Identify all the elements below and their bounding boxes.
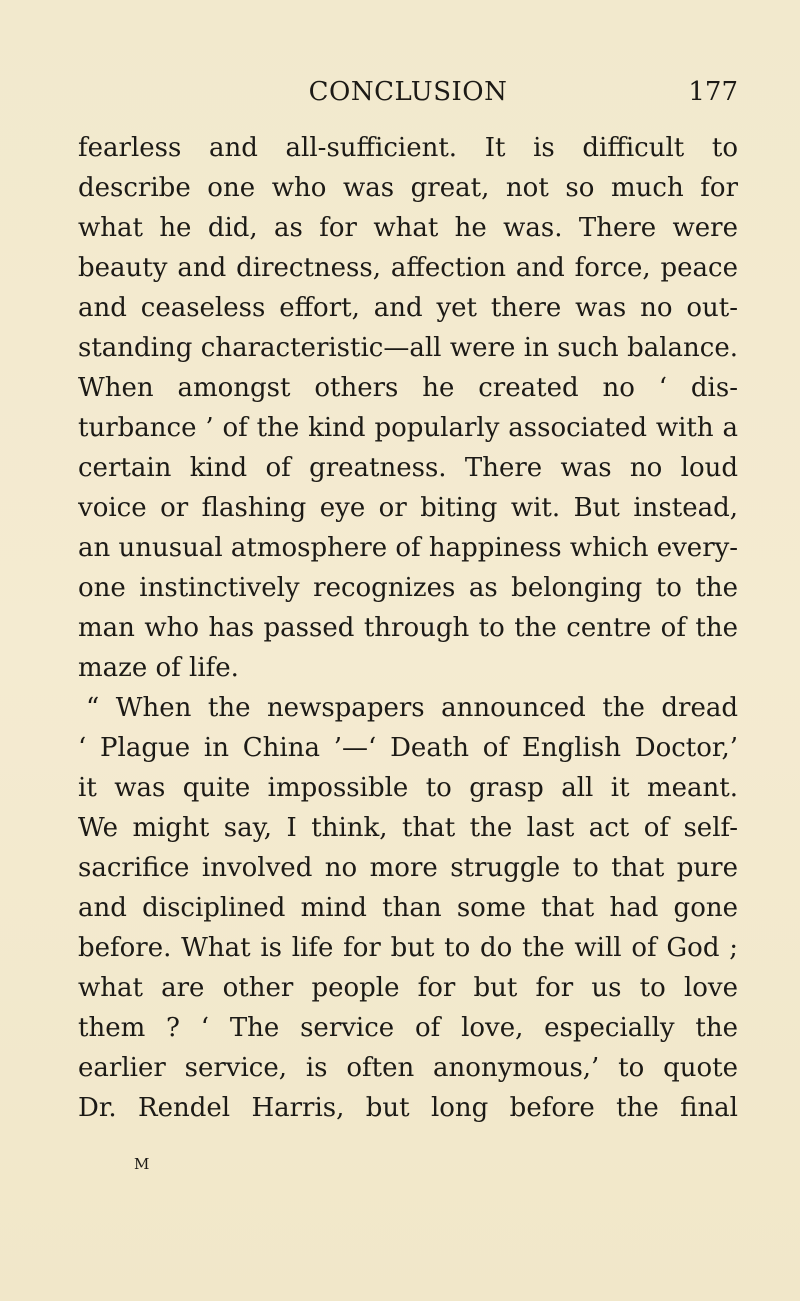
text-line: sacrifice involved no more struggle to that pure [78, 853, 738, 883]
text-line: earlier service, is often anonymous,’ to quote [78, 1053, 738, 1083]
text-line: We might say, I think, that the last act of self- [78, 813, 738, 843]
text-line: fearless and all-sufficient. It is difficult to [78, 133, 738, 163]
page-number: 177 [688, 77, 738, 107]
running-head: CONCLUSION [308, 77, 508, 107]
text-line: and ceaseless effort, and yet there was no out- [78, 293, 738, 323]
text-line: before. What is life for but to do the will of God ; [78, 933, 738, 963]
body-text [78, 128, 738, 1128]
text-line: When amongst others he created no ‘ dis- [78, 373, 738, 403]
text-line: describe one who was great, not so much for [78, 173, 738, 203]
text-line: what are other people for but for us to love [78, 973, 738, 1003]
text-line: Dr. Rendel Harris, but long before the final [78, 1093, 738, 1123]
text-line: what he did, as for what he was. There were [78, 213, 738, 243]
text-line: certain kind of greatness. There was no loud [78, 453, 738, 483]
text-line: “ When the newspapers announced the dread [86, 693, 738, 723]
text-line: an unusual atmosphere of happiness which every- [78, 533, 738, 563]
page-header [78, 72, 738, 112]
signature-mark: M [134, 1155, 151, 1173]
text-line: man who has passed through to the centre of the [78, 613, 738, 643]
text-line: it was quite impossible to grasp all it meant. [78, 773, 738, 803]
text-line: maze of life. [78, 653, 239, 683]
text-line: voice or flashing eye or biting wit. But instead, [78, 493, 738, 523]
text-line: standing characteristic—all were in such balance. [78, 333, 738, 363]
text-line: turbance ’ of the kind popularly associated with a [78, 413, 738, 443]
text-line: one instinctively recognizes as belonging to the [78, 573, 738, 603]
text-line: them ? ‘ The service of love, especially the [78, 1013, 738, 1043]
text-line: and disciplined mind than some that had gone [78, 893, 738, 923]
text-line: ‘ Plague in China ’—‘ Death of English Doctor,’ [78, 733, 738, 763]
text-line: beauty and directness, affection and force, peace [78, 253, 738, 283]
